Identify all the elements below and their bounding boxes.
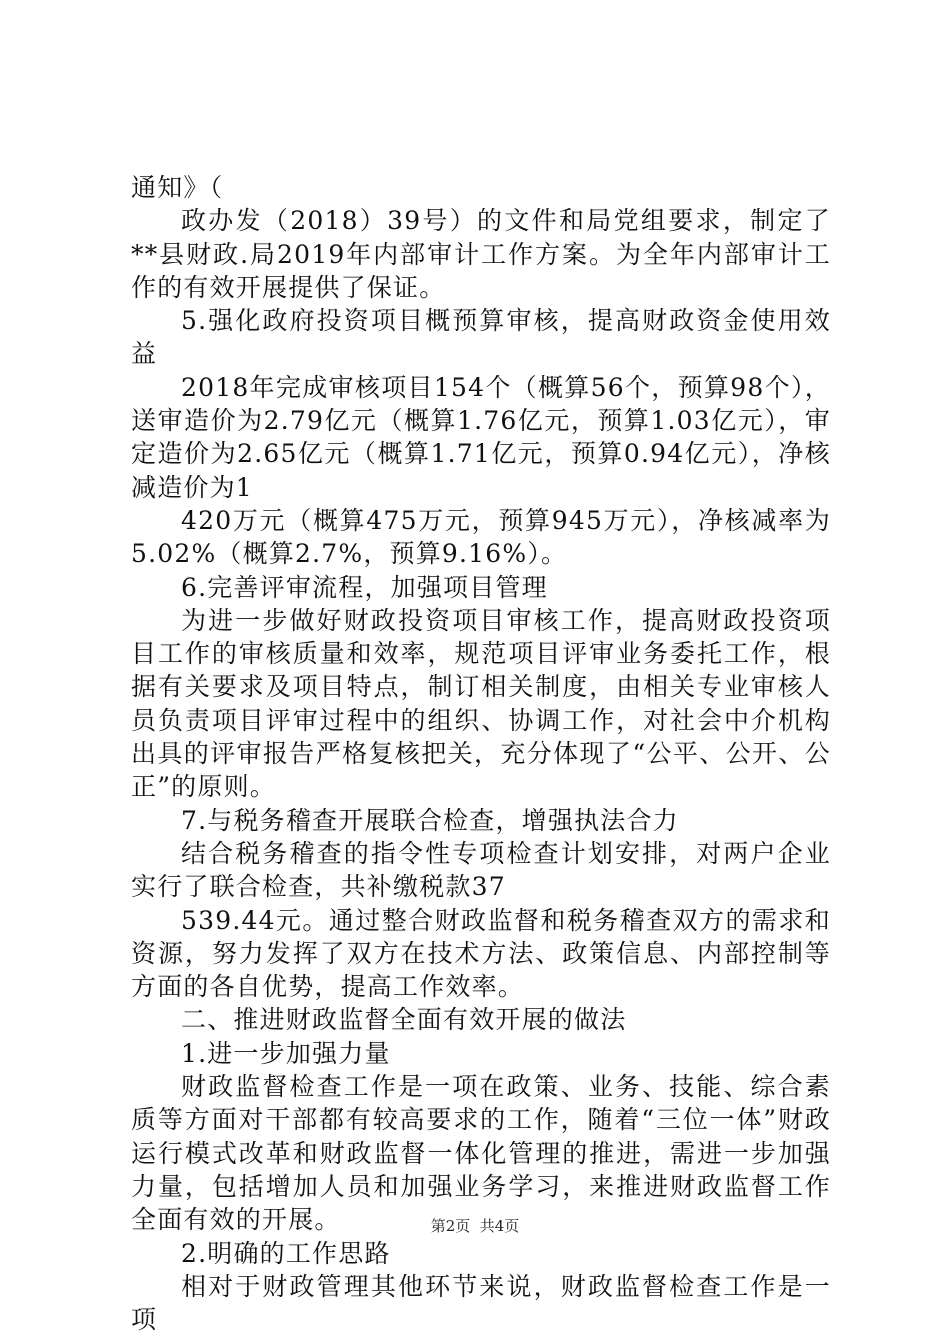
paragraph-2: 政办发（2018）39号）的文件和局党组要求，制定了**县财政.局2019年内部审计工作方案。为全年内部审计工作的有效开展提供了保证。 (131, 206, 831, 302)
section-heading-6: 6.完善评审流程，加强项目管理 (181, 572, 548, 602)
page-footer (0, 1216, 950, 1236)
section-heading-5: 5.强化政府投资项目概预算审核，提高财政资金使用效益 (131, 306, 831, 369)
subsection-heading-2: 2.明确的工作思路 (181, 1238, 391, 1268)
paragraph-5: 420万元（概算475万元，预算945万元），净核减率为5.02%（概算2.7%，预算9.16%）。 (131, 505, 831, 569)
page-number-label: 第2页 共4页 (430, 1217, 520, 1235)
paragraph-9: 结合税务稽查的指令性专项检查计划安排，对两户企业实行了联合检查，共补缴税款37 (131, 838, 831, 902)
paragraph-15: 相对于财政管理其他环节来说，财政监督检查工作是一项 (131, 1271, 831, 1335)
paragraph-7: 为进一步做好财政投资项目审核工作，提高财政投资项目工作的审核质量和效率，规范项目评审业务委托工作，根据有关要求及项目特点，制订相关制度，由相关专业审核人员负责项目评审过程中的组织、协调工作，对社会中介机构出具的评审报告严格复核把关，充分体现了“公平、公开、公正”的原则。 (131, 605, 831, 802)
paragraph-10: 539.44元。通过整合财政监督和税务稽查双方的需求和资源，努力发挥了双方在技术方法、政策信息、内部控制等方面的各自优势，提高工作效率。 (131, 905, 831, 1002)
paragraph-1: 通知》（ (131, 173, 224, 202)
document-body (131, 171, 831, 1336)
subsection-heading-1: 1.进一步加强力量 (181, 1038, 391, 1068)
paragraph-4: 2018年完成审核项目154个（概算56个，预算98个），送审造价为2.79亿元（概算1.76亿元，预算1.03亿元），审定造价为2.65亿元（概算1.71亿元，预算0.94亿元），净核减造价为1 (131, 372, 831, 502)
section-heading-7: 7.与税务稽查开展联合检查，增强执法合力 (181, 805, 679, 835)
paragraph-13: 财政监督检查工作是一项在政策、业务、技能、综合素质等方面对干部都有较高要求的工作，随着“三位一体”财政运行模式改革和财政监督一体化管理的推进，需进一步加强力量，包括增加人员和加强业务学习，来推进财政监督工作全面有效的开展。 (131, 1072, 831, 1235)
chapter-heading-2: 二、推进财政监督全面有效开展的做法 (181, 1005, 627, 1035)
